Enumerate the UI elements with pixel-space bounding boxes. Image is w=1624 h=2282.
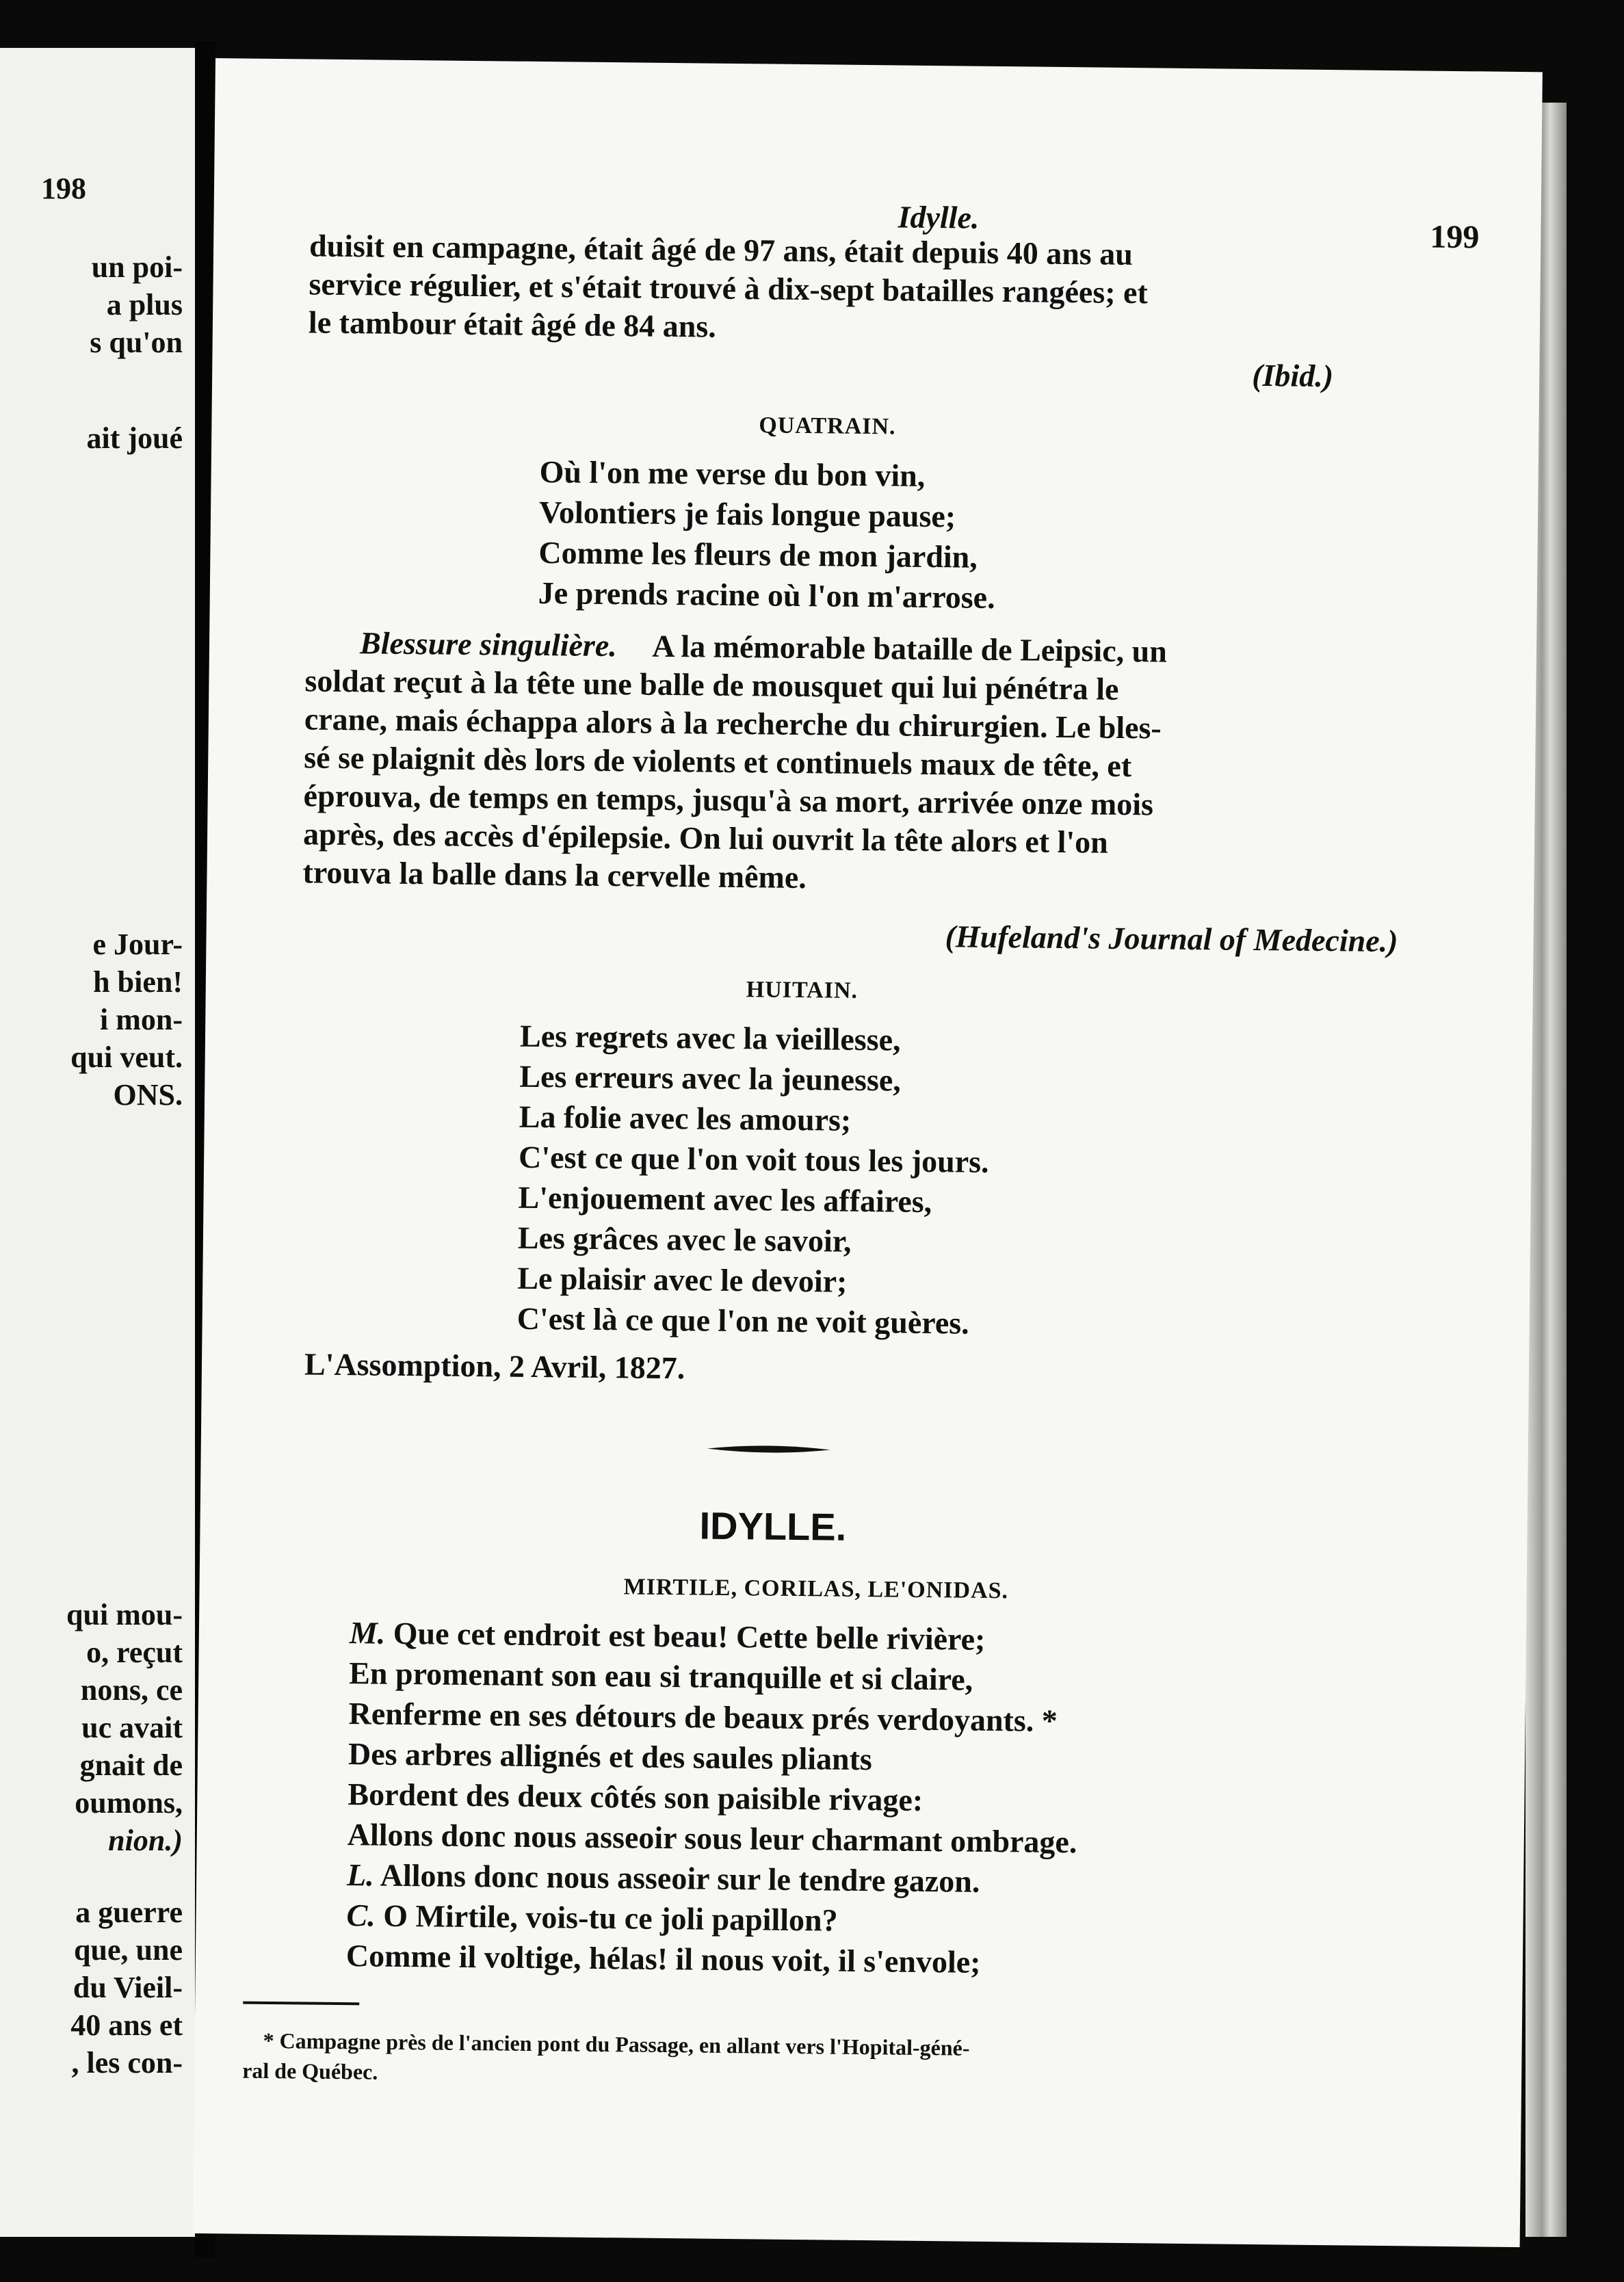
verse-line: Renferme en ses détours de beaux prés verdoyants. * bbox=[348, 1696, 1058, 1739]
verse-line bbox=[350, 1612, 986, 1660]
left-fragment: s qu'on bbox=[90, 326, 183, 359]
text-line: A la mémorable bataille de Leipsic, un bbox=[652, 628, 1168, 669]
left-fragment: 40 ans et bbox=[70, 2008, 183, 2042]
verse-line: Volontiers je fais longue pause; bbox=[538, 494, 956, 534]
verse-line: L'enjouement avec les affaires, bbox=[518, 1179, 932, 1220]
text-line: crane, mais échappa alors à la recherche du chirurgien. Le bles- bbox=[304, 701, 1162, 746]
text-line: après, des accès d'épilepsie. On lui ouvrit la tête alors et l'on bbox=[302, 816, 1109, 860]
verse-line: Où l'on me verse du bon vin, bbox=[539, 454, 926, 493]
verse-line: Comme il voltige, hélas! il nous voit, il s'envole; bbox=[345, 1938, 981, 1980]
verse-line: Les grâces avec le savoir, bbox=[517, 1220, 852, 1259]
section-heading-huitain: HUITAIN. bbox=[746, 977, 859, 1004]
left-fragment: a guerre bbox=[75, 1896, 183, 1929]
idylle-title: IDYLLE. bbox=[699, 1504, 847, 1549]
text-line: le tambour était âgé de 84 ans. bbox=[308, 304, 717, 344]
paragraph-lead: Blessure singulière. bbox=[359, 625, 618, 664]
footnote-line: ral de Québec. bbox=[242, 2058, 378, 2084]
left-fragment: oumons, bbox=[75, 1786, 183, 1820]
speaker: C. bbox=[346, 1898, 376, 1933]
verse-line: C'est ce que l'on voit tous les jours. bbox=[518, 1139, 989, 1179]
signature: L'Assomption, 2 Avril, 1827. bbox=[304, 1346, 685, 1386]
left-fragment: ait joué bbox=[86, 421, 183, 455]
text-line: duisit en campagne, était âgé de 97 ans, était depuis 40 ans au bbox=[309, 228, 1134, 272]
footnote-line: * Campagne près de l'ancien pont du Passage, en allant vers l'Hopital-géné- bbox=[263, 2028, 970, 2060]
verse-text: Allons donc nous asseoir sur le tendre gazon. bbox=[380, 1857, 980, 1899]
left-page bbox=[0, 48, 195, 2237]
left-fragment: e Jour- bbox=[92, 928, 183, 961]
verse-line: Les regrets avec la vieillesse, bbox=[519, 1018, 901, 1058]
running-head: Idylle. bbox=[898, 199, 980, 235]
verse-line: En promenant son eau si tranquille et si claire, bbox=[349, 1655, 973, 1697]
verse-line: Je prends racine où l'on m'arrose. bbox=[538, 575, 995, 615]
left-fragment: nion.) bbox=[108, 1824, 183, 1857]
left-fragment: gnait de bbox=[79, 1748, 183, 1782]
left-fragment: uc avait bbox=[81, 1711, 183, 1744]
verse-line bbox=[346, 1895, 838, 1941]
verse-line: Les erreurs avec la jeunesse, bbox=[519, 1058, 902, 1098]
verse-line: Allons donc nous asseoir sous leur charmant ombrage. bbox=[347, 1817, 1077, 1860]
left-fragment: a plus bbox=[106, 288, 183, 322]
left-fragment: un poi- bbox=[91, 250, 183, 284]
page-content bbox=[242, 60, 1481, 2084]
left-page-number: 198 bbox=[41, 172, 86, 205]
left-fragment: que, une bbox=[74, 1933, 183, 1967]
text-line: sé se plaignit dès lors de violents et continuels maux de tête, et bbox=[304, 739, 1132, 784]
citation: (Hufeland's Journal of Medecine.) bbox=[945, 919, 1398, 959]
footnote-rule bbox=[243, 2002, 359, 2006]
left-fragment: ONS. bbox=[113, 1078, 183, 1112]
text-line: éprouva, de temps en temps, jusqu'à sa mort, arrivée onze mois bbox=[303, 778, 1154, 822]
page-number: 199 bbox=[1430, 218, 1480, 256]
text-line: soldat reçut à la tête une balle de mousquet qui lui pénétra le bbox=[304, 663, 1119, 707]
left-fragment: o, reçut bbox=[86, 1636, 183, 1669]
left-fragment: h bien! bbox=[93, 965, 183, 999]
text-line: trouva la balle dans la cervelle même. bbox=[302, 854, 807, 895]
speaker: L. bbox=[346, 1857, 375, 1893]
left-fragment: du Vieil- bbox=[73, 1971, 183, 2004]
verse-line: Des arbres allignés et des saules pliants bbox=[348, 1736, 873, 1777]
left-fragment: , les con- bbox=[71, 2046, 183, 2080]
section-heading-quatrain: QUATRAIN. bbox=[759, 412, 896, 440]
left-fragment: qui veut. bbox=[70, 1040, 183, 1074]
speaker: M. bbox=[349, 1615, 386, 1651]
left-fragment: nons, ce bbox=[80, 1673, 183, 1707]
verse-line: Bordent des deux côtés son paisible rivage: bbox=[348, 1776, 924, 1818]
left-fragment: qui mou- bbox=[66, 1598, 183, 1631]
idylle-characters: MIRTILE, CORILAS, LE'ONIDAS. bbox=[623, 1574, 1009, 1604]
text-line: service régulier, et s'était trouvé à dix-sept batailles rangées; et bbox=[309, 266, 1149, 311]
verse-line: C'est là ce que l'on ne voit guères. bbox=[516, 1300, 969, 1341]
verse-line: La folie avec les amours; bbox=[519, 1099, 852, 1138]
verse-line: Comme les fleurs de mon jardin, bbox=[538, 534, 978, 575]
verse-text: Que cet endroit est beau! Cette belle rivière; bbox=[393, 1615, 986, 1657]
ornament-divider bbox=[707, 1439, 830, 1460]
verse-line bbox=[347, 1854, 980, 1902]
right-page bbox=[193, 58, 1543, 2247]
verse-line: Le plaisir avec le devoir; bbox=[517, 1260, 848, 1299]
verse-text: O Mirtile, vois-tu ce joli papillon? bbox=[383, 1898, 838, 1938]
citation: (Ibid.) bbox=[1251, 357, 1334, 394]
left-fragment: i mon- bbox=[100, 1003, 183, 1036]
